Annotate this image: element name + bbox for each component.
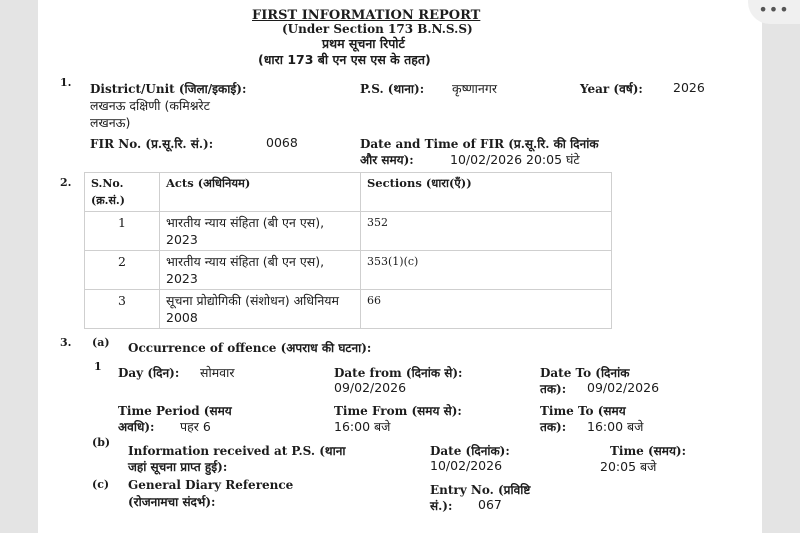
row-section: 66 bbox=[361, 290, 612, 329]
header-sections: Sections (धारा(एँ)) bbox=[361, 173, 612, 212]
section-3b-marker: (b) bbox=[92, 436, 111, 449]
info-received-label-line1: Information received at P.S. (थाना bbox=[128, 444, 346, 458]
ps-value: कृष्णानगर bbox=[452, 81, 497, 96]
right-margin bbox=[762, 0, 800, 533]
fir-no-label: FIR No. (प्र.सू.रि. सं.): bbox=[90, 137, 214, 151]
header-sno: S.No. (क्र.सं.) bbox=[85, 173, 160, 212]
occurrence-label: Occurrence of offence (अपराध की घटना): bbox=[128, 341, 372, 355]
doc-title: FIRST INFORMATION REPORT bbox=[252, 8, 481, 23]
row-act: भारतीय न्याय संहिता (बी एन एस), 2023 bbox=[160, 212, 361, 251]
day-value: सोमवार bbox=[200, 365, 235, 380]
ps-label: P.S. (थाना): bbox=[360, 82, 425, 96]
fir-no-value: 0068 bbox=[266, 135, 298, 150]
district-value-line1: लखनऊ दक्षिणी (कमिश्नरेट bbox=[90, 98, 210, 113]
section-3a-marker: (a) bbox=[92, 336, 110, 349]
row-section: 352 bbox=[361, 212, 612, 251]
time-to-label-line2: तक): bbox=[540, 420, 567, 434]
section-2-number: 2. bbox=[60, 176, 72, 189]
doc-subtitle: (Under Section 173 B.N.S.S) bbox=[282, 22, 473, 36]
gd-reference-label-line2: (रोजनामचा संदर्भ): bbox=[128, 495, 216, 509]
more-options-icon[interactable]: ••• bbox=[748, 0, 800, 24]
section-1-number: 1. bbox=[60, 76, 72, 89]
time-period-value: पहर 6 bbox=[180, 419, 211, 434]
left-margin bbox=[0, 0, 38, 533]
fir-datetime-label-line2: और समय): bbox=[360, 153, 414, 167]
district-value-line2: लखनऊ) bbox=[90, 115, 131, 130]
date-to-label-line1: Date To (दिनांक bbox=[540, 366, 630, 380]
acts-table-header bbox=[85, 173, 612, 212]
row-sno: 2 bbox=[85, 251, 160, 290]
info-time-label: Time (समय): bbox=[610, 444, 687, 458]
fir-document bbox=[40, 0, 760, 533]
year-value: 2026 bbox=[673, 80, 705, 95]
info-time-value: 20:05 बजे bbox=[600, 459, 657, 474]
date-from-value: 09/02/2026 bbox=[334, 380, 407, 395]
row-sno: 3 bbox=[85, 290, 160, 329]
fir-datetime-label-line1: Date and Time of FIR (प्र.सू.रि. की दिनांक bbox=[360, 137, 599, 151]
fir-datetime-value: 10/02/2026 20:05 घंटे bbox=[450, 152, 580, 167]
table-row bbox=[85, 290, 612, 329]
info-date-label: Date (दिनांक): bbox=[430, 444, 510, 458]
time-period-label-line1: Time Period (समय bbox=[118, 404, 232, 418]
entry-no-label-line2: सं.): bbox=[430, 499, 453, 513]
date-to-label-line2: तक): bbox=[540, 382, 567, 396]
time-from-value: 16:00 बजे bbox=[334, 419, 391, 434]
district-label: District/Unit (जिला/इकाई): bbox=[90, 82, 247, 96]
table-row bbox=[85, 251, 612, 290]
row-sno: 1 bbox=[85, 212, 160, 251]
acts-table bbox=[84, 172, 612, 329]
section-3c-marker: (c) bbox=[92, 478, 110, 491]
header-acts: Acts (अधिनियम) bbox=[160, 173, 361, 212]
gd-reference-label-line1: General Diary Reference bbox=[128, 478, 294, 492]
day-label: Day (दिन): bbox=[118, 366, 180, 380]
info-received-label-line2: जहां सूचना प्राप्त हुई): bbox=[128, 460, 228, 474]
time-from-label: Time From (समय से): bbox=[334, 404, 462, 418]
doc-title-hindi: प्रथम सूचना रिपोर्ट bbox=[322, 36, 405, 51]
year-label: Year (वर्ष): bbox=[580, 82, 643, 96]
row-act: भारतीय न्याय संहिता (बी एन एस), 2023 bbox=[160, 251, 361, 290]
row-section: 353(1)(c) bbox=[361, 251, 612, 290]
time-period-label-line2: अवधि): bbox=[118, 420, 155, 434]
section-3-number: 3. bbox=[60, 336, 72, 349]
row-act: सूचना प्रोद्योगिकी (संशोधन) अधिनियम 2008 bbox=[160, 290, 361, 329]
doc-subtitle-hindi: (धारा 173 बी एन एस एस के तहत) bbox=[258, 52, 431, 67]
time-to-value: 16:00 बजे bbox=[587, 419, 644, 434]
table-row bbox=[85, 212, 612, 251]
date-to-value: 09/02/2026 bbox=[587, 380, 660, 395]
entry-no-value: 067 bbox=[478, 497, 502, 512]
time-to-label-line1: Time To (समय bbox=[540, 404, 626, 418]
info-date-value: 10/02/2026 bbox=[430, 458, 503, 473]
occurrence-item-number: 1 bbox=[94, 360, 102, 373]
entry-no-label-line1: Entry No. (प्रविष्टि bbox=[430, 483, 531, 497]
date-from-label: Date from (दिनांक से): bbox=[334, 366, 463, 380]
